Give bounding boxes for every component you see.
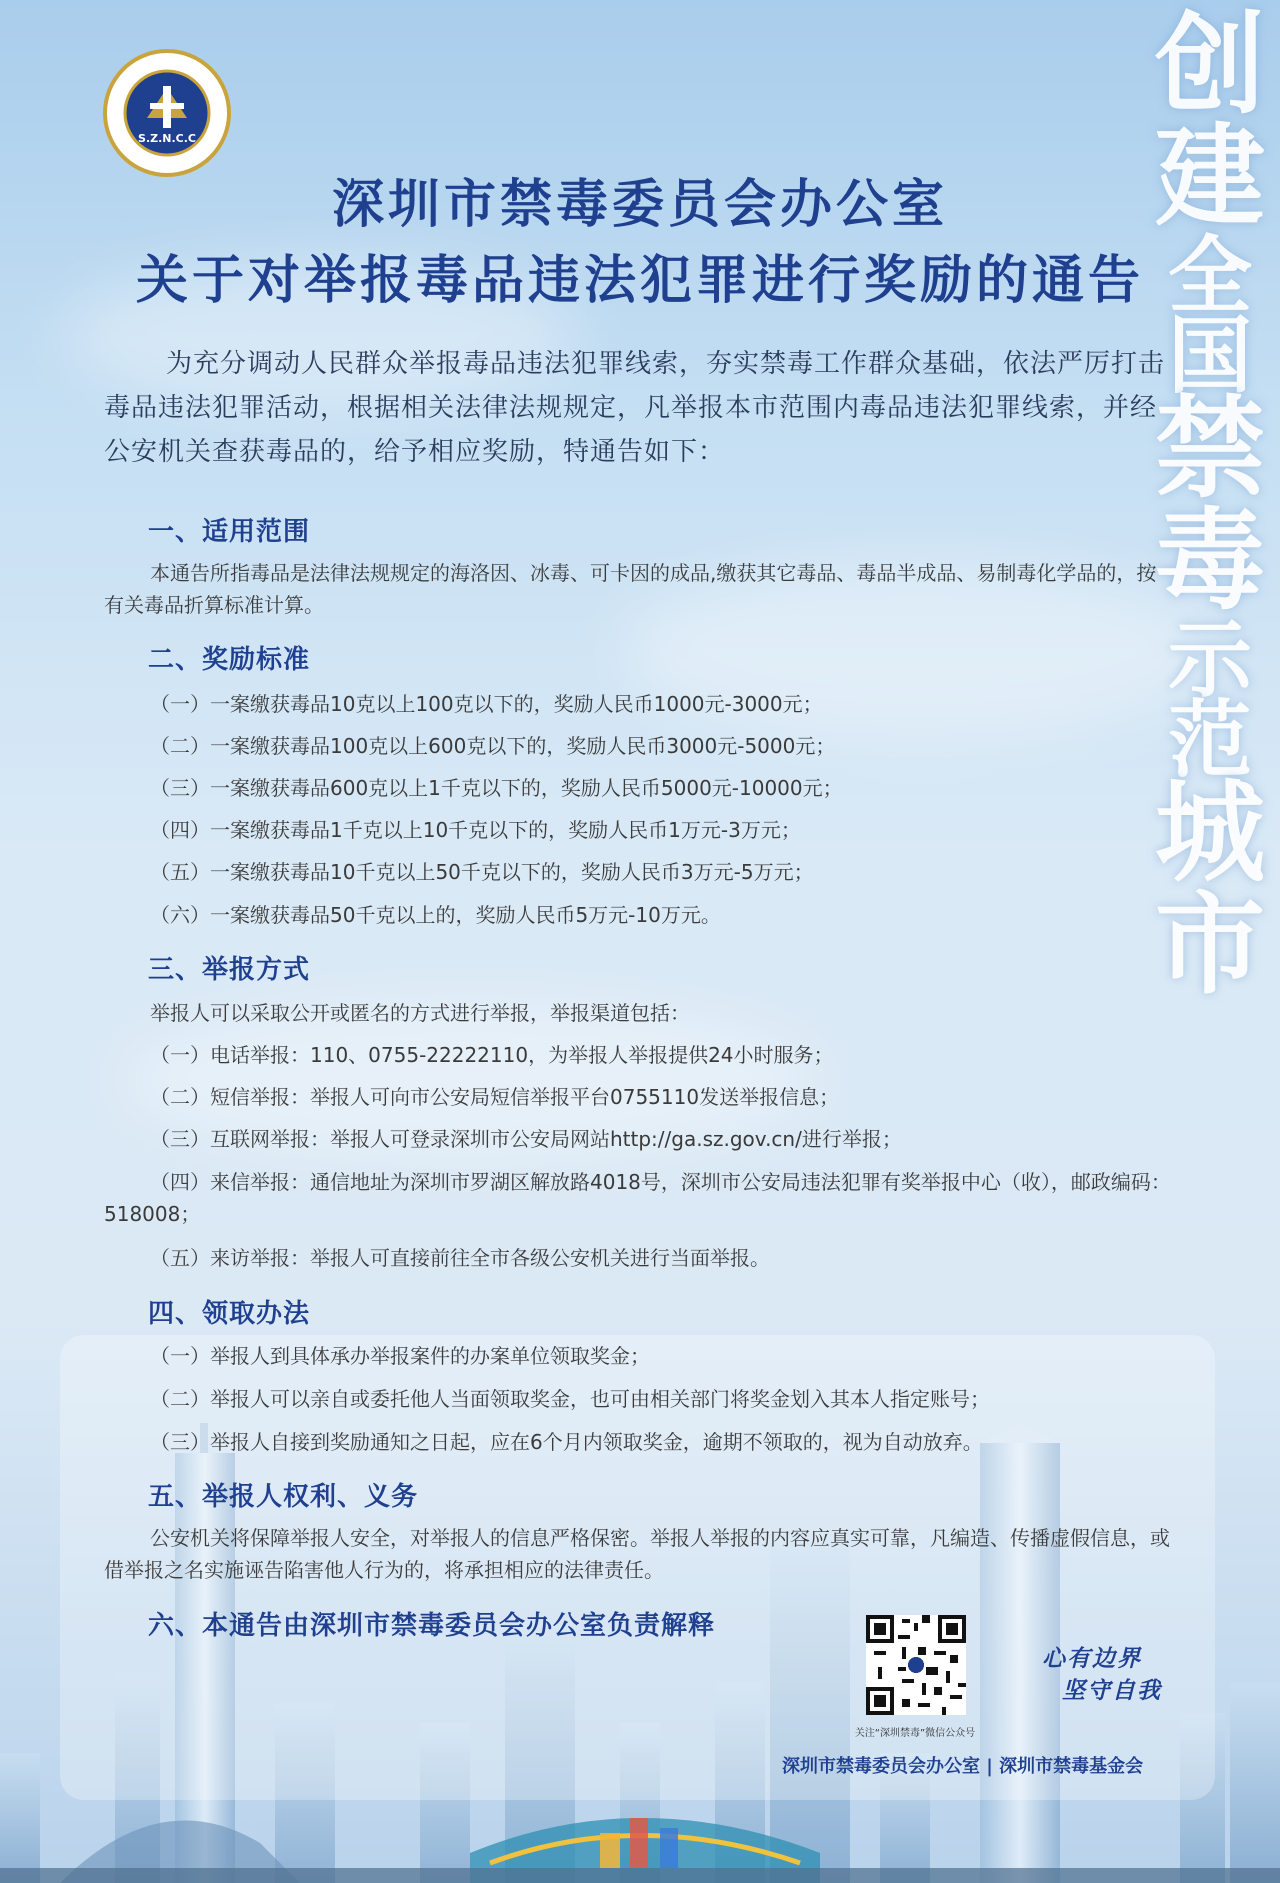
claim-item: （三）举报人自接到奖励通知之日起，应在6个月内领取奖金，逾期不领取的，视为自动放弃。 <box>150 1430 983 1454</box>
slogan-character: 城 <box>1155 768 1265 897</box>
slogan-character: 毒 <box>1155 496 1265 625</box>
claim-item: （二）举报人可以亲自或委托他人当面领取奖金，也可由相关部门将奖金划入其本人指定账号； <box>150 1387 990 1411</box>
section-heading-claim: 四、领取办法 <box>148 1299 311 1329</box>
reward-item: （四）一案缴获毒品1千克以上10千克以下的，奖励人民币1万元-3万元； <box>150 818 801 842</box>
qr-caption: 关注“深圳禁毒”微信公众号 <box>854 1728 976 1739</box>
slogan-character: 国 <box>1167 306 1252 405</box>
vertical-slogan <box>1140 0 1280 1009</box>
title-line-2: 关于对举报毒品违法犯罪进行奖励的通告 <box>135 251 1144 311</box>
organizer-line: 深圳市禁毒委员会办公室 | 深圳市禁毒基金会 <box>782 1756 1144 1777</box>
section-body-rights: 公安机关将保障举报人安全，对举报人的信息严格保密。举报人举报的内容应真实可靠，凡编造、传播虚假信息，或借举报之名实施诬告陷害他人行为的，将承担相应的法律责任。 <box>104 1526 1170 1582</box>
reward-item: （五）一案缴获毒品10千克以上50千克以下的，奖励人民币3万元-5万元； <box>150 860 814 884</box>
logo-center-text: S.Z.N.C.C <box>138 132 196 145</box>
report-method-item: （三）互联网举报：举报人可登录深圳市公安局网站http://ga.sz.gov.cn/进行举报； <box>150 1127 902 1151</box>
claim-item: （一）举报人到具体承办举报案件的办案单位领取奖金； <box>150 1344 650 1368</box>
report-method-item: （五）来访举报：举报人可直接前往全市各级公安机关进行当面举报。 <box>150 1246 770 1270</box>
title-line-1: 深圳市禁毒委员会办公室 <box>331 175 948 235</box>
section-heading-rewards: 二、奖励标准 <box>148 645 311 675</box>
section-heading-report-methods: 三、举报方式 <box>148 955 311 985</box>
report-method-item: （一）电话举报：110、0755-22222110，为举报人举报提供24小时服务； <box>150 1043 834 1067</box>
qr-code[interactable] <box>866 1615 966 1715</box>
slogan-character: 禁 <box>1155 384 1265 513</box>
reward-item: （六）一案缴获毒品50千克以上的，奖励人民币5万元-10万元。 <box>150 903 721 927</box>
report-method-item: （四）来信举报：通信地址为深圳市罗湖区解放路4018号，深圳市公安局违法犯罪有奖举报中心（收），邮政编码：518008； <box>104 1170 1171 1226</box>
intro-paragraph: 为充分调动人民群众举报毒品违法犯罪线索，夯实禁毒工作群众基础，依法严厉打击毒品违法犯罪活动，根据相关法律法规规定，凡举报本市范围内毒品违法犯罪线索，并经公安机关查获毒品的，给予相应奖励，特通告如下： <box>104 349 1166 467</box>
section-heading-interpretation: 六、本通告由深圳市禁毒委员会办公室负责解释 <box>148 1611 716 1641</box>
slogan-character: 范 <box>1167 690 1252 789</box>
motto-line-1: 心有边界 <box>1042 1646 1142 1672</box>
reward-item: （一）一案缴获毒品10克以上100克以下的，奖励人民币1000元-3000元； <box>150 692 823 716</box>
section-heading-rights: 五、举报人权利、义务 <box>148 1482 419 1512</box>
slogan-character: 市 <box>1155 880 1265 1009</box>
reward-item: （三）一案缴获毒品600克以上1千克以下的，奖励人民币5000元-10000元； <box>150 776 843 800</box>
report-methods-lead: 举报人可以采取公开或匿名的方式进行举报，举报渠道包括： <box>150 1001 690 1025</box>
section-body-scope: 本通告所指毒品是法律法规规定的海洛因、冰毒、可卡因的成品,缴获其它毒品、毒品半成品、易制毒化学品的，按有关毒品折算标准计算。 <box>104 561 1157 617</box>
slogan-character: 全 <box>1167 226 1252 325</box>
reward-item: （二）一案缴获毒品100克以上600克以下的，奖励人民币3000元-5000元； <box>150 734 836 758</box>
motto-line-2: 坚守自我 <box>1062 1678 1162 1704</box>
narcotic-control-office-logo <box>102 48 232 178</box>
slogan-character: 示 <box>1167 610 1252 709</box>
report-method-item: （二）短信举报：举报人可向市公安局短信举报平台0755110发送举报信息； <box>150 1085 840 1109</box>
slogan-character: 创 <box>1155 0 1265 129</box>
slogan-character: 建 <box>1155 112 1265 241</box>
section-heading-scope: 一、适用范围 <box>148 517 311 547</box>
